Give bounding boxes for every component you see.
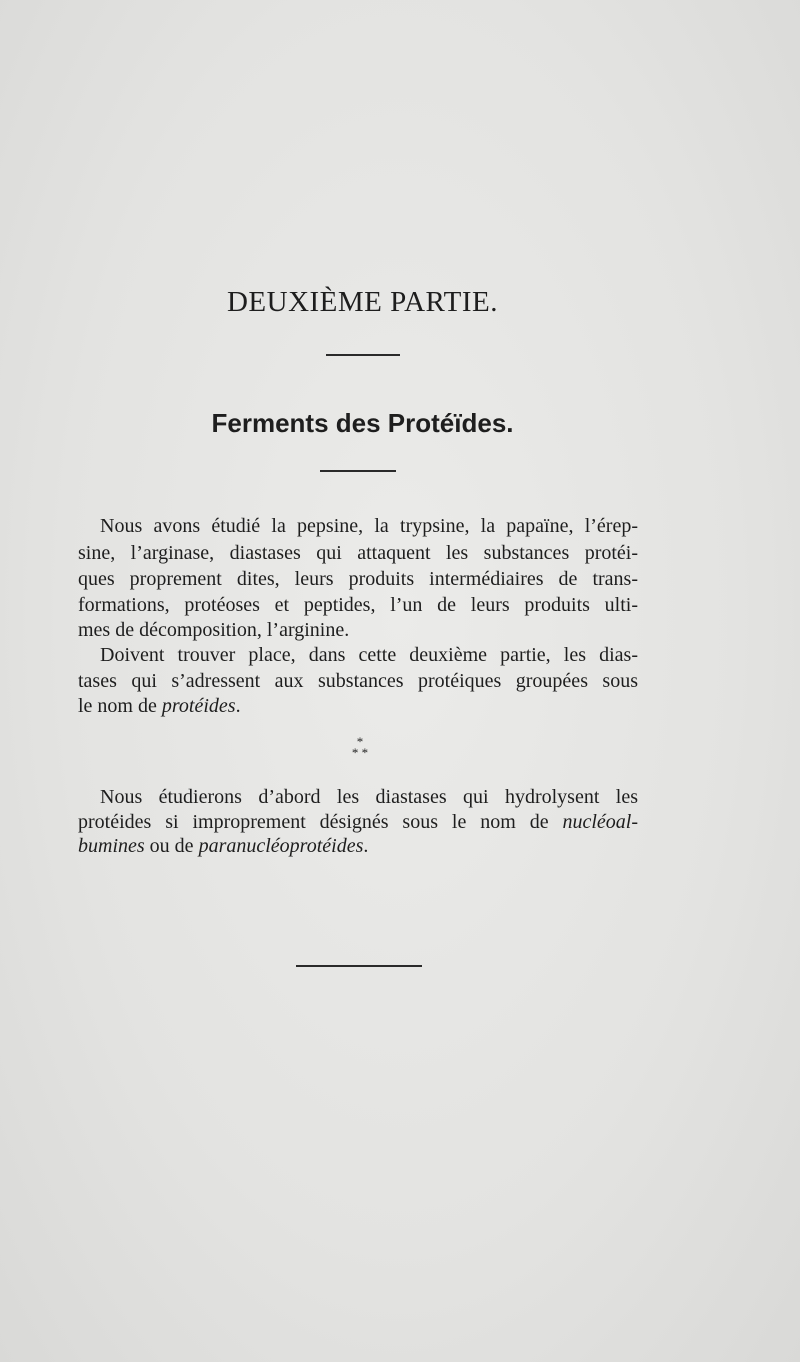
text-line: formations, protéoses et peptides, l’un de leurs produits ulti- xyxy=(78,594,638,616)
text-line-suffix: . xyxy=(235,695,241,717)
text-line: sine, l’arginase, diastases qui attaquent les substances protéi- xyxy=(78,542,638,564)
text-line: Doivent trouver place, dans cette deuxième partie, les dias- xyxy=(100,644,638,666)
text-line-prefix: protéides si improprement désignés sous le nom de xyxy=(78,811,563,833)
italic-term: bumines xyxy=(78,835,145,857)
chapter-title: Ferments des Protéïdes. xyxy=(211,408,514,438)
italic-term: paranucléoprotéides xyxy=(198,835,364,857)
text-line xyxy=(78,810,638,834)
text-line: Nous étudierons d’abord les diastases qui hydrolysent les xyxy=(100,786,638,808)
text-line-suffix: . xyxy=(363,835,369,857)
text-line: ques proprement dites, leurs produits intermédiaires de trans- xyxy=(78,568,638,590)
text-line-mid: ou de xyxy=(144,835,199,857)
asterism-bottom: * * xyxy=(351,745,369,760)
text-line xyxy=(78,834,368,858)
text-line xyxy=(78,694,241,718)
section-end-rule xyxy=(296,965,422,967)
asterism xyxy=(330,736,390,758)
italic-term: nucléoal- xyxy=(562,811,638,833)
text-line-prefix: le nom de xyxy=(78,695,162,717)
italic-term: protéides xyxy=(161,695,236,717)
asterism-top: * xyxy=(356,734,364,749)
part-title: DEUXIÈME PARTIE. xyxy=(226,286,498,318)
text-line: Nous avons étudié la pepsine, la trypsine, la papaïne, l’érep- xyxy=(100,515,638,537)
text-line: mes de décomposition, l’arginine. xyxy=(78,619,350,641)
title-rule-bottom xyxy=(320,470,396,472)
text-line: tases qui s’adressent aux substances protéiques groupées sous xyxy=(78,670,638,692)
title-rule-top xyxy=(326,354,400,356)
